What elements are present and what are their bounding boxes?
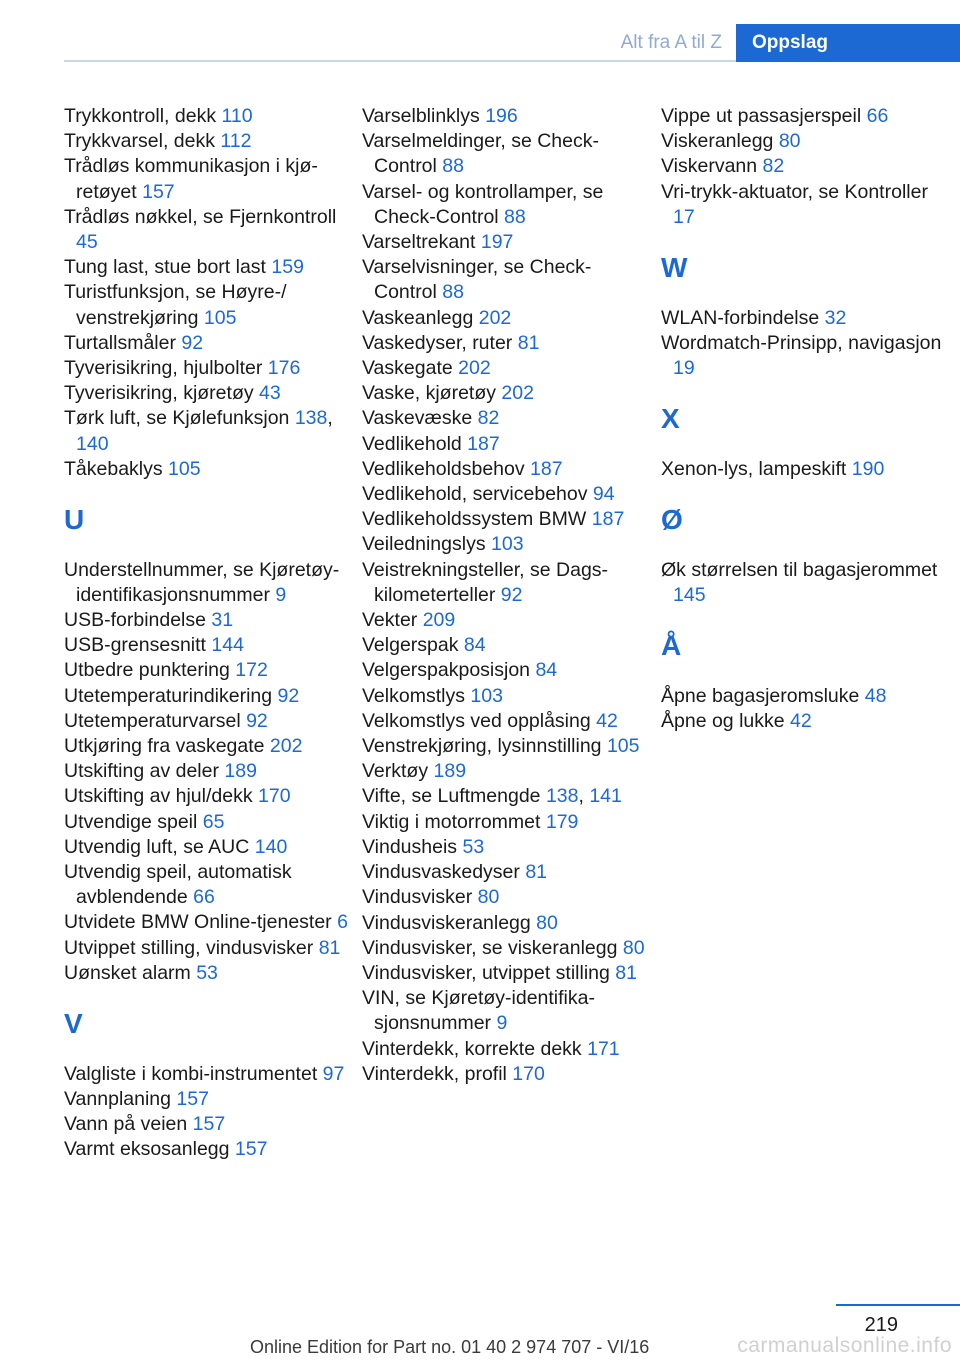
index-entry xyxy=(64,810,349,835)
index-entry xyxy=(64,205,349,255)
page-reference-link[interactable]: 53 xyxy=(462,835,485,858)
page-reference-link[interactable]: 103 xyxy=(470,684,503,707)
index-entry-text: Vindusvisker, se viskeranlegg xyxy=(362,936,623,959)
index-entry-text: Øk størrelsen til bagasjerommet xyxy=(661,558,938,581)
page-reference-link[interactable]: 105 xyxy=(168,457,201,480)
index-entry xyxy=(362,255,647,305)
index-entry-text: Utskifting av deler xyxy=(64,760,225,783)
index-entry-text: Uønsket alarm xyxy=(64,961,197,984)
page-reference-link[interactable]: 110 xyxy=(221,105,253,127)
page-reference-link[interactable]: 157 xyxy=(234,1138,268,1161)
index-entry-text: Valgliste i kombi-instrumentet xyxy=(64,1062,323,1085)
index-entry xyxy=(661,129,946,154)
index-entry-text: Vaskedyser, ruter xyxy=(362,331,518,354)
index-entry xyxy=(362,684,647,709)
index-letter-heading: U xyxy=(64,503,85,535)
page-reference-link[interactable]: 88 xyxy=(504,205,526,228)
page-reference-link[interactable]: 197 xyxy=(480,231,514,254)
page-reference-link[interactable]: 42 xyxy=(790,709,812,732)
index-entry xyxy=(362,406,647,431)
page-reference-link[interactable]: 88 xyxy=(442,155,464,178)
page-reference-link[interactable]: 141 xyxy=(589,785,622,808)
index-entry xyxy=(64,558,349,608)
index-entry xyxy=(661,709,946,734)
page-reference-link[interactable]: 189 xyxy=(433,760,467,783)
index-entry-text: Utvendig luft, se AUC xyxy=(64,835,255,858)
page-reference-link[interactable]: 94 xyxy=(592,483,615,506)
index-entry xyxy=(362,306,647,331)
page-reference-link[interactable]: 157 xyxy=(176,1087,209,1110)
page-reference-link[interactable]: 82 xyxy=(762,155,785,178)
page-reference-link[interactable]: 170 xyxy=(512,1062,545,1085)
edition-footer: Online Edition for Part no. 01 40 2 974 707 - VI/16 xyxy=(250,1337,650,1357)
index-column-1 xyxy=(64,104,349,1162)
index-entry xyxy=(661,558,946,608)
page-reference-link[interactable]: 171 xyxy=(587,1037,620,1060)
index-entry xyxy=(362,986,647,1036)
index-entry-text: Vaskevæske xyxy=(362,407,478,430)
index-entry-text: Veiledningslys xyxy=(362,533,491,556)
page-reference-link[interactable]: 48 xyxy=(864,684,887,707)
index-entry xyxy=(64,835,349,860)
index-entry xyxy=(64,961,349,986)
page-reference-link[interactable]: 66 xyxy=(193,886,215,909)
index-entry-text: Vri-trykk-aktuator, se Kontroller xyxy=(661,180,928,203)
index-entry-text: Utskifting av hjul/dekk xyxy=(64,785,259,808)
page-reference-link[interactable]: 138 xyxy=(545,785,579,808)
index-entry-text: Turtallsmåler xyxy=(64,331,182,354)
index-entry-text: Utvendig speil, automatisk avblendende xyxy=(64,861,292,909)
index-entry-text: Vindusviskeranlegg xyxy=(362,911,537,934)
index-entry-text: Vedlikeholdssystem BMW xyxy=(362,508,592,531)
footer-rule xyxy=(836,1304,960,1306)
page-reference-link[interactable]: 92 xyxy=(277,684,300,707)
page-reference-link[interactable]: 176 xyxy=(267,357,301,380)
index-entry-text: Tørk luft, se Kjølefunksjon xyxy=(64,407,295,430)
index-entry-text: Tåkebaklys xyxy=(64,457,169,480)
index-entry xyxy=(64,1062,349,1087)
index-entry-text: Varselblinklys xyxy=(362,105,486,127)
index-entry-text: Vippe ut passasjerspeil xyxy=(661,105,867,127)
index-entry: Vifte, se Luftmengde 138, 141 xyxy=(362,785,622,808)
index-entry xyxy=(362,885,647,910)
page-reference-link[interactable]: 80 xyxy=(477,886,500,909)
page-reference-link[interactable]: 84 xyxy=(463,634,486,657)
index-entry xyxy=(64,608,349,633)
index-entry-text: WLAN-forbindelse xyxy=(661,306,825,329)
page-reference-link[interactable]: 157 xyxy=(142,180,175,203)
index-entry-text: Velgerspak xyxy=(362,634,464,657)
index-entry xyxy=(362,532,647,557)
page-reference-link[interactable]: 140 xyxy=(76,432,109,455)
page-reference-link[interactable]: 196 xyxy=(485,105,518,127)
index-entry-text: Vedlikehold, servicebehov xyxy=(362,483,593,506)
index-letter-heading: V xyxy=(64,1007,83,1039)
index-entry-text: Varseltrekant xyxy=(362,231,481,254)
index-entry xyxy=(362,860,647,885)
index-entry-text: Trykkontroll, dekk xyxy=(64,105,222,127)
index-entry xyxy=(661,180,946,230)
page-reference-link[interactable]: 31 xyxy=(211,609,234,632)
page-reference-link[interactable]: 157 xyxy=(192,1113,226,1136)
index-entry-text: Vindusvisker, utvippet stilling xyxy=(362,961,616,984)
index-entry-text: Wordmatch-Prinsipp, navigasjon xyxy=(661,331,942,354)
page-reference-link[interactable]: 187 xyxy=(530,457,563,480)
page-reference-link[interactable]: 80 xyxy=(778,130,801,153)
page-reference-link[interactable]: 187 xyxy=(591,508,625,531)
index-entry xyxy=(362,129,647,179)
index-entry-text: Vann på veien xyxy=(64,1113,193,1136)
section-tab: Oppslag xyxy=(736,24,960,62)
page-reference-link[interactable]: 53 xyxy=(196,961,218,984)
index-entry-text: Utbedre punktering xyxy=(64,659,236,682)
index-entry xyxy=(64,1112,349,1137)
index-entry-text: Varmt eksosanlegg xyxy=(64,1138,235,1161)
page-reference-link[interactable]: 6 xyxy=(337,911,348,934)
index-entry xyxy=(661,104,946,129)
index-entry xyxy=(661,331,946,381)
index-entry: Tørk luft, se Kjølefunksjon 138, 140 xyxy=(64,407,333,455)
index-entry xyxy=(362,835,647,860)
index-entry xyxy=(64,154,349,204)
index-entry xyxy=(362,381,647,406)
index-entry xyxy=(362,180,647,230)
index-entry-text: Utvendige speil xyxy=(64,810,203,833)
index-entry xyxy=(64,759,349,784)
index-entry-text: USB-grensesnitt xyxy=(64,634,212,657)
index-entry xyxy=(362,911,647,936)
index-entry-text: Viskeranlegg xyxy=(661,130,779,153)
page-number: 219 xyxy=(864,1314,898,1336)
page-reference-link[interactable]: 170 xyxy=(258,785,291,808)
page-reference-link[interactable]: 145 xyxy=(673,583,706,606)
index-entry-text: Velgerspakposisjon xyxy=(362,659,536,682)
index-entry xyxy=(362,1037,647,1062)
page-reference-link[interactable]: 82 xyxy=(477,407,500,430)
index-entry xyxy=(362,356,647,381)
index-entry-text: Vekter xyxy=(362,609,423,632)
index-entry-text: Utetemperaturvarsel xyxy=(64,709,247,732)
page-reference-link[interactable]: 144 xyxy=(211,634,244,657)
index-entry-text: Vindusheis xyxy=(362,835,463,858)
page-reference-link[interactable]: 19 xyxy=(673,357,695,379)
index-entry-text: Vindusvisker xyxy=(362,886,478,909)
index-entry xyxy=(64,381,349,406)
index-entry xyxy=(64,910,349,935)
index-entry xyxy=(661,306,946,331)
index-entry-text: Tyverisikring, hjulbolter xyxy=(64,357,268,380)
page-reference-link[interactable]: 140 xyxy=(254,835,288,858)
index-entry-text: Varselvisninger, se Check-Control xyxy=(362,256,592,304)
index-entry-text: Velkomstlys xyxy=(362,684,471,707)
page-reference-link[interactable]: 172 xyxy=(235,659,268,682)
index-entry-text: Vaske, kjøretøy xyxy=(362,382,502,405)
index-entry-text: Utetemperaturindikering xyxy=(64,684,278,707)
page-reference-link[interactable]: 92 xyxy=(181,331,204,354)
index-entry-text: Verktøy xyxy=(362,760,434,783)
index-letter-heading: Å xyxy=(661,629,682,661)
page-reference-link[interactable]: 138 xyxy=(294,407,328,430)
index-entry xyxy=(64,280,349,330)
index-entry xyxy=(362,759,647,784)
index-entry xyxy=(661,684,946,709)
index-entry xyxy=(64,936,349,961)
index-entry-text: Viktig i motorrommet xyxy=(362,810,546,833)
index-entry xyxy=(661,154,946,179)
index-entry-text: Vaskeanlegg xyxy=(362,306,479,329)
index-entry xyxy=(362,104,647,129)
page-reference-link[interactable]: 202 xyxy=(458,357,491,380)
index-entry-text: Viskervann xyxy=(661,155,763,178)
index-entry-text: Varselmeldinger, se Check-Control xyxy=(362,130,599,178)
index-entry-text: Vinterdekk, profil xyxy=(362,1062,513,1085)
index-entry-text: Vaskegate xyxy=(362,357,459,380)
page-reference-link[interactable]: 42 xyxy=(596,709,618,732)
page-reference-link[interactable]: 81 xyxy=(615,961,637,984)
index-entry xyxy=(362,482,647,507)
index-entry xyxy=(64,684,349,709)
index-entry xyxy=(64,734,349,759)
section-title: Alt fra A til Z xyxy=(620,32,722,53)
page-reference-link[interactable]: 80 xyxy=(536,911,558,934)
page-reference-link[interactable]: 97 xyxy=(322,1062,345,1085)
page-reference-link[interactable]: 179 xyxy=(545,810,579,833)
page-reference-link[interactable]: 32 xyxy=(824,306,847,329)
page-reference-link[interactable]: 43 xyxy=(259,382,281,405)
index-letter-heading: Ø xyxy=(661,503,683,535)
index-entry xyxy=(362,457,647,482)
page-reference-link[interactable]: 9 xyxy=(496,1012,508,1035)
index-entry xyxy=(362,558,647,608)
index-entry xyxy=(362,608,647,633)
index-entry-text: Vedlikeholdsbehov xyxy=(362,457,531,480)
index-letter-heading: W xyxy=(661,251,688,283)
page-reference-link[interactable]: 81 xyxy=(318,936,341,959)
index-entry xyxy=(64,129,349,154)
index-column-2 xyxy=(362,104,647,1087)
index-entry-text: USB-forbindelse xyxy=(64,609,212,632)
index-entry-text: Turistfunksjon, se Høyre-/ venstrekjøring xyxy=(64,281,287,329)
page-reference-link[interactable]: 9 xyxy=(275,583,287,606)
index-entry-text: Vinterdekk, korrekte dekk xyxy=(362,1037,588,1060)
index-entry xyxy=(64,709,349,734)
page-reference-link[interactable]: 105 xyxy=(606,735,640,758)
page-reference-link[interactable]: 202 xyxy=(269,735,303,758)
index-entry-text: Tung last, stue bort last xyxy=(64,256,272,279)
index-entry xyxy=(64,331,349,356)
index-entry-text: Utvidete BMW Online-tjenester xyxy=(64,911,338,934)
index-entry xyxy=(64,255,349,280)
page-reference-link[interactable]: 103 xyxy=(491,533,524,556)
index-entry xyxy=(64,104,349,129)
page-reference-link[interactable]: 88 xyxy=(442,281,464,304)
index-entry-text: Varsel- og kontrollamper, se Check-Control xyxy=(362,180,604,228)
page-reference-link[interactable]: 105 xyxy=(203,306,237,329)
index-entry-text: Tyverisikring, kjøretøy xyxy=(64,382,260,405)
index-entry xyxy=(362,709,647,734)
page-reference-link[interactable]: 66 xyxy=(866,105,889,127)
index-entry xyxy=(64,457,349,482)
page-reference-link[interactable]: 81 xyxy=(525,861,548,884)
page-reference-link[interactable]: 45 xyxy=(76,231,98,254)
index-entry xyxy=(64,633,349,658)
page-reference-link[interactable]: 202 xyxy=(501,382,534,405)
index-entry-text: Åpne og lukke xyxy=(661,709,791,732)
page-reference-link[interactable]: 65 xyxy=(202,810,225,833)
index-entry-text: Vedlikehold xyxy=(362,432,468,455)
index-entry-text: Vindusvaskedyser xyxy=(362,861,526,884)
index-entry-text: Trådløs nøkkel, se Fjernkontroll xyxy=(64,205,337,228)
index-column-3 xyxy=(661,104,946,734)
index-entry-text: Veistrekningsteller, se Dagskilometerteller xyxy=(362,558,609,606)
page-reference-link[interactable]: 81 xyxy=(517,331,540,354)
page-reference-link[interactable]: 209 xyxy=(422,609,456,632)
index-entry xyxy=(362,961,647,986)
index-entry xyxy=(64,658,349,683)
page-reference-link[interactable]: 189 xyxy=(224,760,257,783)
index-entry xyxy=(64,1137,349,1162)
index-entry xyxy=(362,734,647,759)
index-entry xyxy=(362,1062,647,1087)
index-entry-text: Velkomstlys ved opplåsing xyxy=(362,709,597,732)
page-reference-link[interactable]: 112 xyxy=(220,130,252,153)
page-reference-link[interactable]: 92 xyxy=(500,583,523,606)
index-entry xyxy=(362,331,647,356)
index-entry-text: Vannplaning xyxy=(64,1087,177,1110)
index-entry-text: Trådløs kommunikasjon i kjøretøyet xyxy=(64,155,318,203)
page-reference-link[interactable]: 92 xyxy=(246,709,268,732)
page-reference-link[interactable]: 80 xyxy=(622,936,645,959)
index-entry-text: Vifte, se Luftmengde xyxy=(362,785,546,808)
index-entry xyxy=(362,658,647,683)
index-entry xyxy=(64,860,349,910)
index-entry xyxy=(362,810,647,835)
index-entry xyxy=(64,1087,349,1112)
page-reference-link[interactable]: 84 xyxy=(535,659,558,682)
index-entry-text: Understellnummer, se Kjøretøy-identifikasjonsnummer xyxy=(64,558,340,606)
index-letter-heading: X xyxy=(661,402,680,434)
index-entry xyxy=(362,432,647,457)
watermark: carmanualsonline.info xyxy=(737,1334,952,1357)
index-entry-text: Trykkvarsel, dekk xyxy=(64,130,221,153)
page-reference-link[interactable]: 159 xyxy=(271,256,304,279)
index-entry xyxy=(362,936,647,961)
index-entry xyxy=(64,356,349,381)
page-reference-link[interactable]: 17 xyxy=(673,205,695,228)
index-entry-text: Venstrekjøring, lysinnstilling xyxy=(362,735,607,758)
index-entry xyxy=(362,633,647,658)
page-reference-link[interactable]: 202 xyxy=(478,306,512,329)
index-entry xyxy=(661,457,946,482)
index-entry-text: Xenon-lys, lampeskift xyxy=(661,457,852,480)
index-entry-text: Åpne bagasjeromsluke xyxy=(661,684,865,707)
index-entry xyxy=(64,784,349,809)
index-entry-text: Utvippet stilling, vindusvisker xyxy=(64,936,319,959)
index-entry-text: VIN, se Kjøretøy-identifikasjonsnummer xyxy=(362,987,595,1035)
page-reference-link[interactable]: 190 xyxy=(851,457,885,480)
index-entry xyxy=(362,507,647,532)
index-entry xyxy=(362,230,647,255)
index-entry-text: Utkjøring fra vaskegate xyxy=(64,735,270,758)
page-reference-link[interactable]: 187 xyxy=(467,432,500,455)
